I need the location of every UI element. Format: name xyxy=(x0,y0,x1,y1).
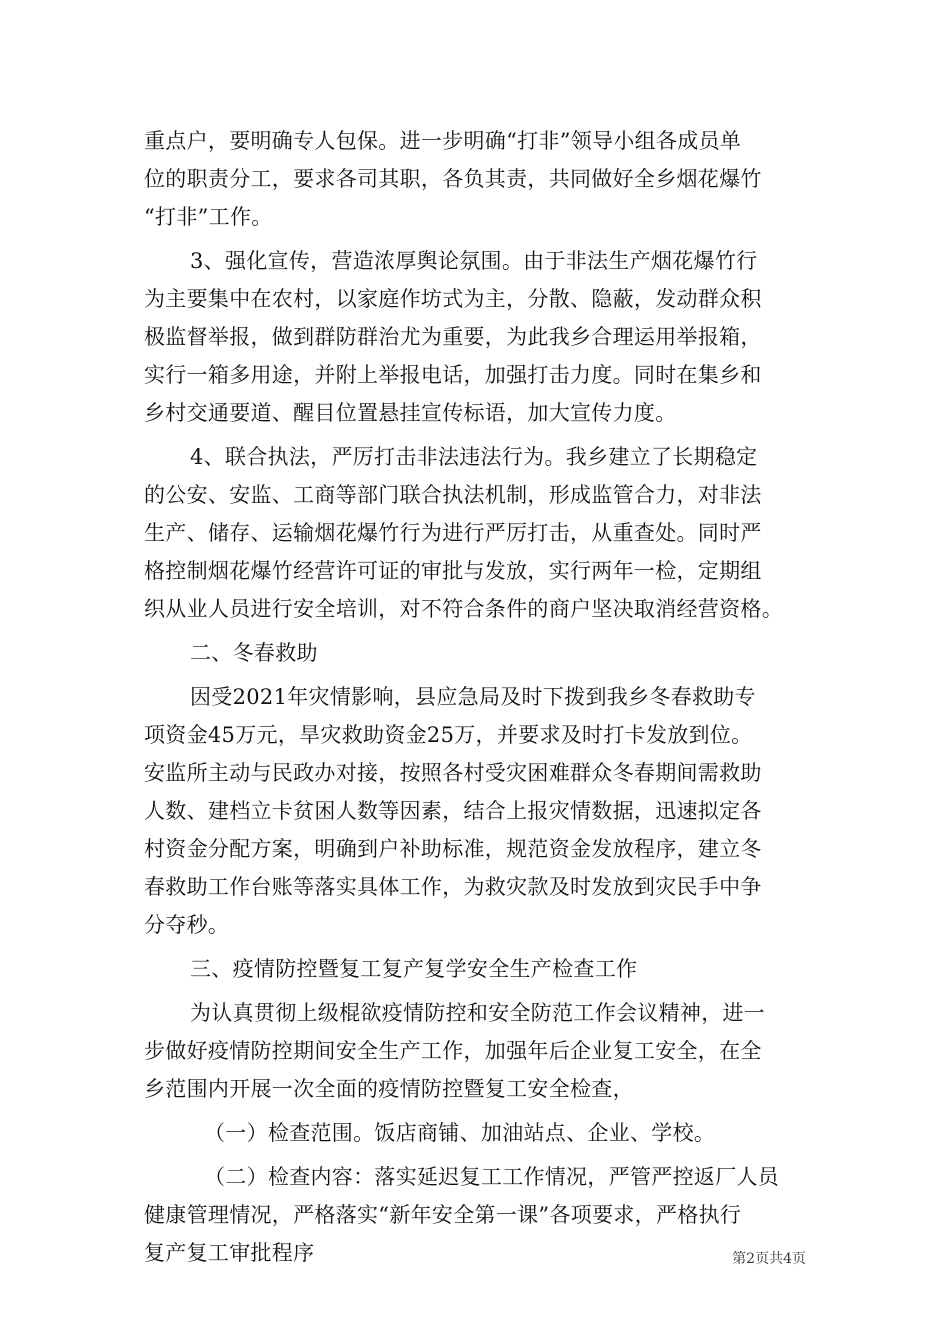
heading-line: 三、疫情防控暨复工复产复学安全生产检查工作 xyxy=(190,957,638,981)
paragraph xyxy=(144,678,808,944)
text-line: 为认真贯彻上级棍欲疫情防控和安全防范工作会议精神，进一 xyxy=(190,1001,766,1025)
paragraph xyxy=(144,438,808,628)
text-line: “打非”工作。 xyxy=(144,205,273,229)
section-heading xyxy=(144,634,808,672)
paragraph xyxy=(144,1158,808,1272)
text-line: 格控制烟花爆竹经营许可证的审批与发放，实行两年一检，定期组 xyxy=(144,559,762,583)
paragraph xyxy=(144,1114,808,1152)
text-line: 4、联合执法，严厉打击非法违法行为。我乡建立了长期稳定 xyxy=(190,445,758,469)
paragraph xyxy=(144,122,808,236)
text-line: 安监所主动与民政办对接，按照各村受灾困难群众冬春期间需救助 xyxy=(144,761,762,785)
page-number: 第2页共4页 xyxy=(732,1251,806,1267)
text-line: 极监督举报，做到群防群治尤为重要，为此我乡合理运用举报箱， xyxy=(144,325,762,349)
text-line: 3、强化宣传，营造浓厚舆论氛围。由于非法生产烟花爆竹行 xyxy=(190,249,758,273)
text-line: 乡范围内开展一次全面的疫情防控暨复工安全检查， xyxy=(144,1077,634,1101)
document-body xyxy=(144,122,808,1272)
paragraph xyxy=(144,994,808,1108)
text-line: 步做好疫情防控期间安全生产工作，加强年后企业复工安全，在全 xyxy=(144,1039,762,1063)
text-line: 的公安、安监、工商等部门联合执法机制，形成监管合力，对非法 xyxy=(144,483,762,507)
text-line: （二）检查内容：落实延迟复工工作情况，严管严控返厂人员 xyxy=(204,1165,780,1189)
text-line: 复产复工审批程序 xyxy=(144,1241,315,1265)
text-line: 人数、建档立卡贫困人数等因素，结合上报灾情数据，迅速拟定各 xyxy=(144,799,762,823)
text-line: 位的职责分工，要求各司其职，各负其责，共同做好全乡烟花爆竹 xyxy=(144,167,762,191)
text-line: 为主要集中在农村，以家庭作坊式为主，分散、隐蔽，发动群众积 xyxy=(144,287,762,311)
text-line: 乡村交通要道、醒目位置悬挂宣传标语，加大宣传力度。 xyxy=(144,401,677,425)
text-line: 重点户，要明确专人包保。进一步明确“打非”领导小组各成员单 xyxy=(144,129,742,153)
text-line: 实行一箱多用途，并附上举报电话，加强打击力度。同时在集乡和 xyxy=(144,363,762,387)
paragraph xyxy=(144,242,808,432)
text-line: 生产、储存、运输烟花爆竹行为进行严厉打击，从重查处。同时严 xyxy=(144,521,762,545)
text-line: 春救助工作台账等落实具体工作，为救灾款及时发放到灾民手中争 xyxy=(144,875,762,899)
text-line: 因受2021年灾情影响，县应急局及时下拨到我乡冬春救助专 xyxy=(190,685,756,709)
text-line: （一）检查范围。饭店商铺、加油站点、企业、学校。 xyxy=(204,1121,716,1145)
heading-line: 二、冬春救助 xyxy=(190,641,318,665)
text-line: 项资金45万元，旱灾救助资金25万，并要求及时打卡发放到位。 xyxy=(144,723,753,747)
text-line: 织从业人员进行安全培训，对不符合条件的商户坚决取消经营资格。 xyxy=(144,597,783,621)
text-line: 分夺秒。 xyxy=(144,913,230,937)
section-heading xyxy=(144,950,808,988)
text-line: 健康管理情况，严格落实“新年安全第一课”各项要求，严格执行 xyxy=(144,1203,742,1227)
text-line: 村资金分配方案，明确到户补助标准，规范资金发放程序，建立冬 xyxy=(144,837,762,861)
